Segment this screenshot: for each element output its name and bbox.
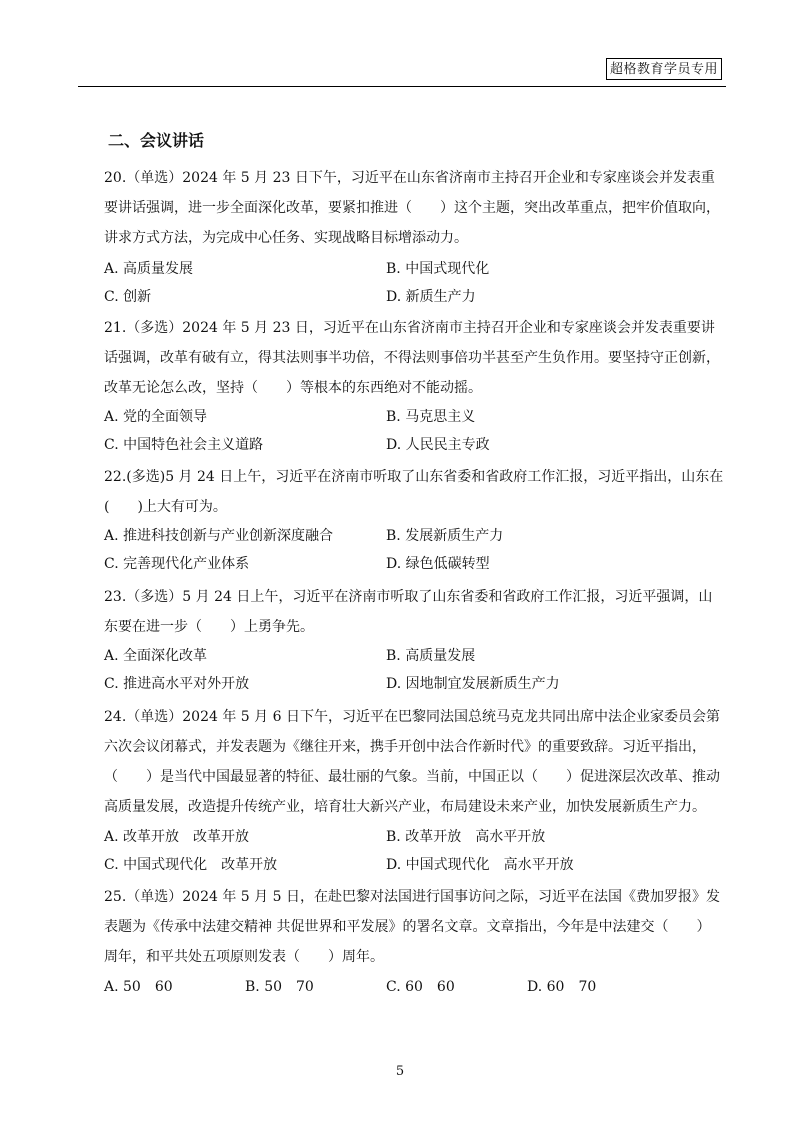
option-d: D. 绿色低碳转型	[386, 556, 490, 572]
option-a: A. 全面深化改革	[104, 648, 208, 664]
question-20-options	[104, 255, 724, 311]
question-21-stem: 21.（多选）2024 年 5 月 23 日，习近平在山东省济南市主持召开企业和专家座谈会并发表重要讲话强调，改革有破有立，得其法则事半功倍，不得法则事倍功半甚至产生负作用。要坚持守正创新，改革无论怎么改，坚持（ ）等根本的东西绝对不能动摇。	[104, 320, 720, 396]
option-c: C. 中国式现代化 改革开放	[104, 857, 278, 873]
option-c: C. 创新	[104, 289, 152, 305]
option-c: C. 完善现代化产业体系	[104, 556, 250, 572]
option-a: A. 50 60	[104, 979, 173, 995]
header-rule	[78, 86, 726, 87]
question-24-options	[104, 823, 724, 879]
question-20-stem: 20.（单选）2024 年 5 月 23 日下午，习近平在山东省济南市主持召开企业和专家座谈会并发表重要讲话强调，进一步全面深化改革，要紧扣推进（ ）这个主题，突出改革重点，把牢价值取向，讲求方式方法，为完成中心任务、实现战略目标增添动力。	[104, 170, 720, 246]
question-23-options	[104, 642, 724, 698]
option-c: C. 推进高水平对外开放	[104, 676, 250, 692]
question-25-stem: 25.（单选）2024 年 5 月 5 日，在赴巴黎对法国进行国事访问之际，习近平在法国《费加罗报》发表题为《传承中法建交精神 共促世界和平发展》的署名文章。文章指出，今年是中法建交（ ）周年，和平共处五项原则发表（ ）周年。	[104, 889, 720, 965]
question-22-options	[104, 522, 724, 578]
option-a: A. 推进科技创新与产业创新深度融合	[104, 528, 334, 544]
option-b: B. 高质量发展	[386, 648, 476, 664]
option-a: A. 高质量发展	[104, 261, 194, 277]
option-b: B. 50 70	[245, 979, 314, 995]
option-d: D. 60 70	[527, 979, 597, 995]
option-a: A. 改革开放 改革开放	[104, 829, 250, 845]
option-d: D. 中国式现代化 高水平开放	[386, 857, 574, 873]
option-a: A. 党的全面领导	[104, 409, 208, 425]
page-number: 5	[395, 1064, 405, 1079]
question-24-stem: 24.（单选）2024 年 5 月 6 日下午，习近平在巴黎同法国总统马克龙共同出席中法企业家委员会第六次会议闭幕式，并发表题为《继往开来，携手开创中法合作新时代》的重要致辞。习近平指出，（ ）是当代中国最显著的特征、最壮丽的气象。当前，中国正以（ ）促进深层次改革、推动高质量发展，改造提升传统产业，培育壮大新兴产业，布局建设未来产业，加快发展新质生产力。	[104, 709, 720, 815]
option-d: D. 因地制宜发展新质生产力	[386, 676, 560, 692]
option-c: C. 中国特色社会主义道路	[104, 437, 264, 453]
option-d: D. 新质生产力	[386, 289, 476, 305]
option-b: B. 中国式现代化	[386, 261, 490, 277]
option-c: C. 60 60	[386, 979, 455, 995]
question-22-stem: 22.(多选)5 月 24 日上午，习近平在济南市听取了山东省委和省政府工作汇报，习近平指出，山东在( )上大有可为。	[104, 469, 724, 515]
usage-badge: 超格教育学员专用	[606, 58, 722, 80]
section-title: 二、会议讲话	[108, 131, 205, 150]
question-23-stem: 23.（多选）5 月 24 日上午，习近平在济南市听取了山东省委和省政府工作汇报，习近平强调，山东要在进一步（ ）上勇争先。	[104, 589, 713, 635]
option-b: B. 改革开放 高水平开放	[386, 829, 546, 845]
option-b: B. 马克思主义	[386, 409, 476, 425]
option-d: D. 人民民主专政	[386, 437, 490, 453]
question-21-options	[104, 403, 724, 459]
question-25-options	[104, 973, 724, 1001]
option-b: B. 发展新质生产力	[386, 528, 504, 544]
